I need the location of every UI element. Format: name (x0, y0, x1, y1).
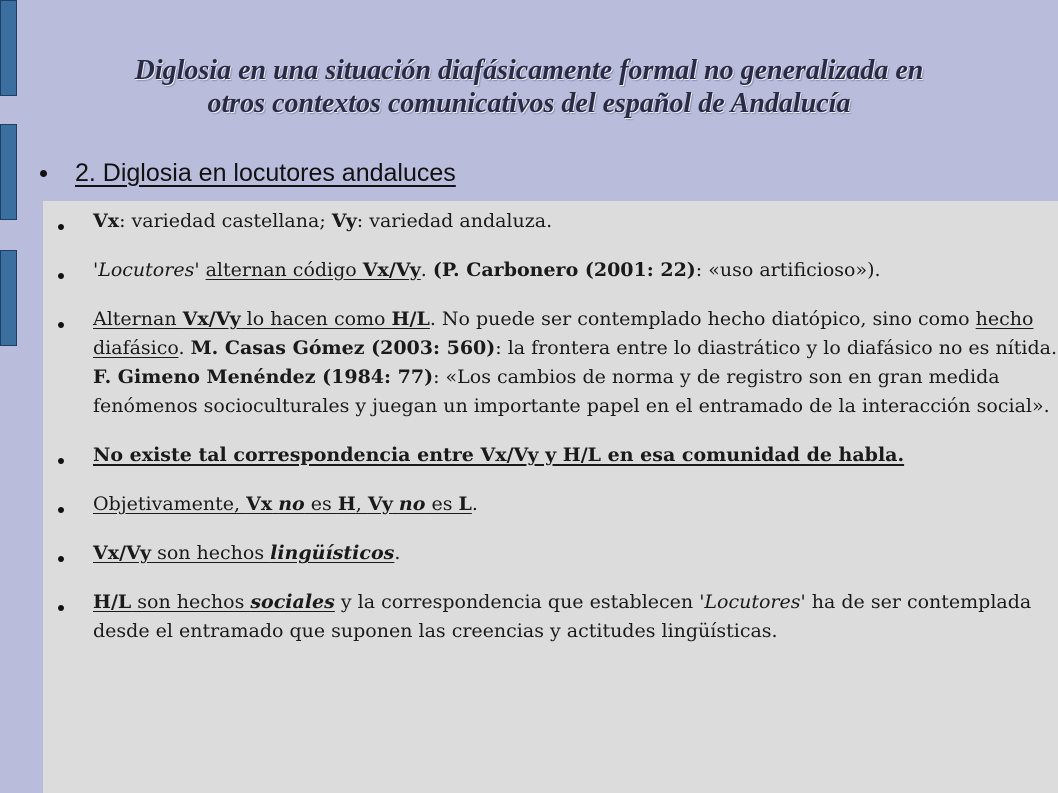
text-run: ' (93, 259, 99, 281)
term-locutores: Locutores (98, 259, 195, 281)
decorative-side-bar (0, 124, 17, 220)
text-run: : variedad andaluza. (356, 210, 553, 232)
term-vxvy: Vx/Vy (362, 259, 421, 281)
text-run: son hechos (131, 591, 251, 613)
text-run: lo hacen como (240, 308, 392, 330)
bullet-icon (40, 170, 47, 177)
text-run: : «uso artificioso»). (695, 259, 881, 281)
underlined-phrase (93, 591, 335, 613)
term-vx: Vx (246, 493, 273, 515)
term-vxvy: Vx/Vy (182, 308, 241, 330)
text-run: son hechos (151, 542, 271, 564)
bullet-icon (58, 322, 64, 328)
section-heading: 2. Diglosia en locutores andaluces (75, 158, 456, 187)
term-h: H (337, 493, 356, 515)
item-text (93, 588, 1058, 646)
term-linguisticos: lingüísticos (270, 542, 395, 564)
bullet-icon (58, 556, 64, 562)
list-item (58, 490, 1058, 519)
text-run: y la correspondencia que establecen ' (334, 591, 705, 613)
list-item (58, 539, 1058, 568)
citation: (P. Carbonero (2001: 22) (432, 259, 696, 281)
bullet-icon (58, 507, 64, 513)
term-l: L (458, 493, 472, 515)
citation: F. Gimeno Menéndez (1984: 77) (93, 366, 434, 388)
term-hl: H/L (93, 591, 132, 613)
text-run: Objetivamente, (93, 493, 247, 515)
underlined-phrase: hecho diafásico (93, 308, 1034, 359)
text-run: ' (194, 259, 206, 281)
bullet-list (58, 207, 1058, 666)
underlined-phrase (93, 542, 394, 564)
text-run: : «Los cambios de norma y de registro son en gran medida fenómenos socioculturales y juegan un importante papel en el entramado de la interacción social». (93, 366, 1050, 417)
text-run: . (394, 542, 401, 564)
key-statement: No existe tal correspondencia entre Vx/Vy y H/L en esa comunidad de habla. (93, 444, 905, 466)
list-item (58, 256, 1058, 285)
text-run: . (178, 337, 191, 359)
list-item (58, 305, 1058, 421)
item-text (93, 207, 1058, 236)
text-run: Alternan (93, 308, 183, 330)
text-run: es (304, 493, 338, 515)
text-run: , (355, 493, 368, 515)
bullet-icon (58, 224, 64, 230)
text-run: . (471, 493, 478, 515)
underlined-phrase (93, 493, 472, 515)
text-run: . No puede ser contemplado hecho diatópico, sino como (429, 308, 976, 330)
term-vx: Vx (93, 210, 120, 232)
bullet-icon (58, 273, 64, 279)
text-run: . (420, 259, 433, 281)
slide-title-line-2: otros contextos comunicativos del español de Andalucía (207, 88, 851, 119)
slide-title-line-1: Diglosia en una situación diafásicamente formal no generalizada en (134, 55, 924, 86)
text-run: ' ha de ser contemplada desde el entramado que suponen las creencias y actitudes lingüísticas. (93, 591, 1032, 642)
term-locutores: Locutores (704, 591, 801, 613)
term-no: no (278, 493, 305, 515)
item-text (93, 490, 1058, 519)
term-sociales: sociales (250, 591, 335, 613)
section-heading-row (40, 156, 456, 190)
item-text (93, 256, 1058, 285)
text-run: alternan código (205, 259, 363, 281)
list-item (58, 588, 1058, 646)
bullet-icon (58, 605, 64, 611)
underlined-phrase (93, 308, 430, 330)
term-hl: H/L (391, 308, 430, 330)
term-vxvy: Vx/Vy (93, 542, 152, 564)
bullet-icon (58, 458, 64, 464)
term-vy: Vy (367, 493, 393, 515)
list-item (58, 207, 1058, 236)
item-text (93, 441, 1058, 470)
term-no: no (398, 493, 426, 515)
underlined-phrase (206, 259, 421, 281)
text-run: : la frontera entre lo diastrático y lo diafásico no es nítida. (495, 337, 1058, 359)
item-text (93, 305, 1058, 421)
text-run: es (425, 493, 459, 515)
decorative-side-bar (0, 250, 17, 346)
list-item (58, 441, 1058, 470)
citation: M. Casas Gómez (2003: 560) (190, 337, 496, 359)
item-text (93, 539, 1058, 568)
text-run: : variedad castellana; (119, 210, 332, 232)
term-vy: Vy (331, 210, 357, 232)
slide-title (0, 54, 1058, 120)
